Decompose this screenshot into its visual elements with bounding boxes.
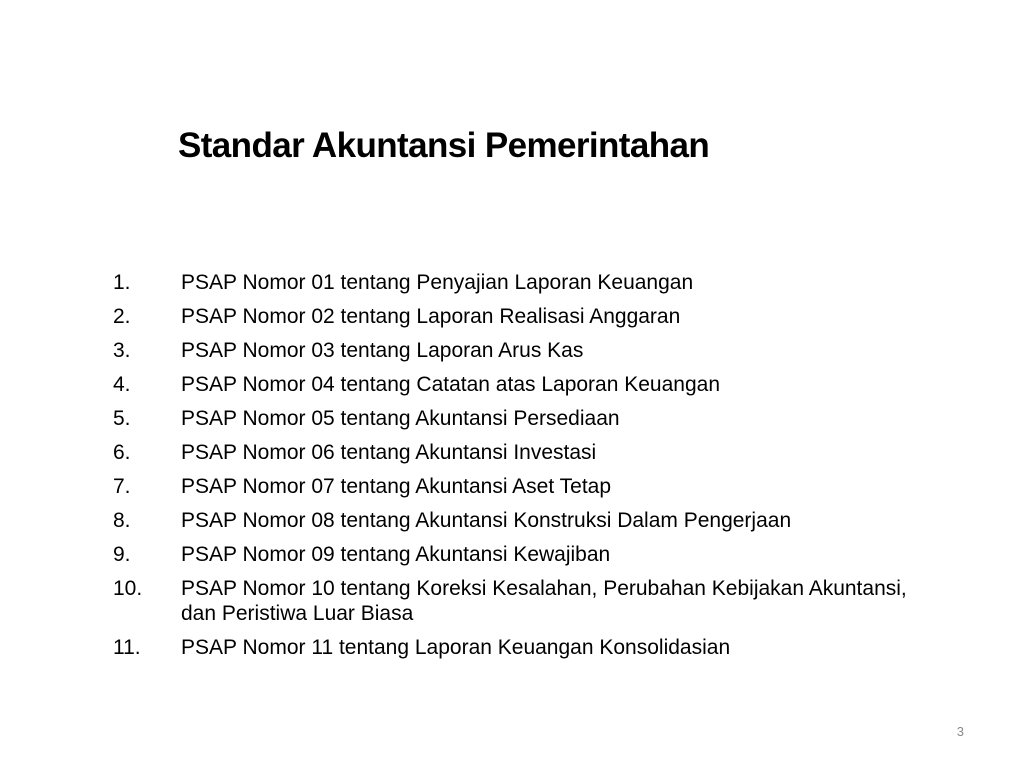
list-item-4 — [113, 368, 973, 402]
list-item-2 — [113, 300, 973, 334]
item-text: PSAP Nomor 02 tentang Laporan Realisasi Anggaran — [181, 305, 681, 328]
item-text: PSAP Nomor 03 tentang Laporan Arus Kas — [181, 339, 584, 362]
item-text: PSAP Nomor 09 tentang Akuntansi Kewajiban — [181, 543, 611, 566]
list-item-11 — [113, 631, 973, 665]
list-item-7 — [113, 470, 973, 504]
item-text: PSAP Nomor 01 tentang Penyajian Laporan Keuangan — [181, 271, 694, 294]
item-number: 2. — [113, 305, 131, 328]
item-number: 8. — [113, 509, 131, 532]
item-number: 4. — [113, 373, 131, 396]
list-item-9 — [113, 538, 973, 572]
item-text: PSAP Nomor 04 tentang Catatan atas Laporan Keuangan — [181, 373, 720, 396]
item-number: 3. — [113, 339, 131, 362]
item-number: 9. — [113, 543, 131, 566]
item-number: 10. — [113, 577, 143, 600]
item-text: PSAP Nomor 07 tentang Akuntansi Aset Tetap — [181, 475, 612, 498]
list-item-3 — [113, 334, 973, 368]
list-item-1 — [113, 266, 973, 300]
list-item-5 — [113, 402, 973, 436]
item-number: 6. — [113, 441, 131, 464]
list-item-10 — [113, 572, 973, 631]
item-number: 7. — [113, 475, 131, 498]
item-text: PSAP Nomor 10 tentang Koreksi Kesalahan, Perubahan Kebijakan Akuntansi, dan Peristiwa Luar Biasa — [181, 577, 907, 625]
item-text: PSAP Nomor 08 tentang Akuntansi Konstruksi Dalam Pengerjaan — [181, 509, 792, 532]
item-text: PSAP Nomor 06 tentang Akuntansi Investasi — [181, 441, 597, 464]
item-text: PSAP Nomor 05 tentang Akuntansi Persediaan — [181, 407, 620, 430]
slide-title: Standar Akuntansi Pemerintahan — [178, 126, 710, 165]
item-number: 1. — [113, 271, 131, 294]
item-text: PSAP Nomor 11 tentang Laporan Keuangan Konsolidasian — [181, 636, 731, 659]
list-item-6 — [113, 436, 973, 470]
item-number: 11. — [113, 636, 141, 659]
item-number: 5. — [113, 407, 131, 430]
psap-list — [113, 266, 973, 665]
list-item-8 — [113, 504, 973, 538]
slide-page-number: 3 — [956, 724, 964, 739]
